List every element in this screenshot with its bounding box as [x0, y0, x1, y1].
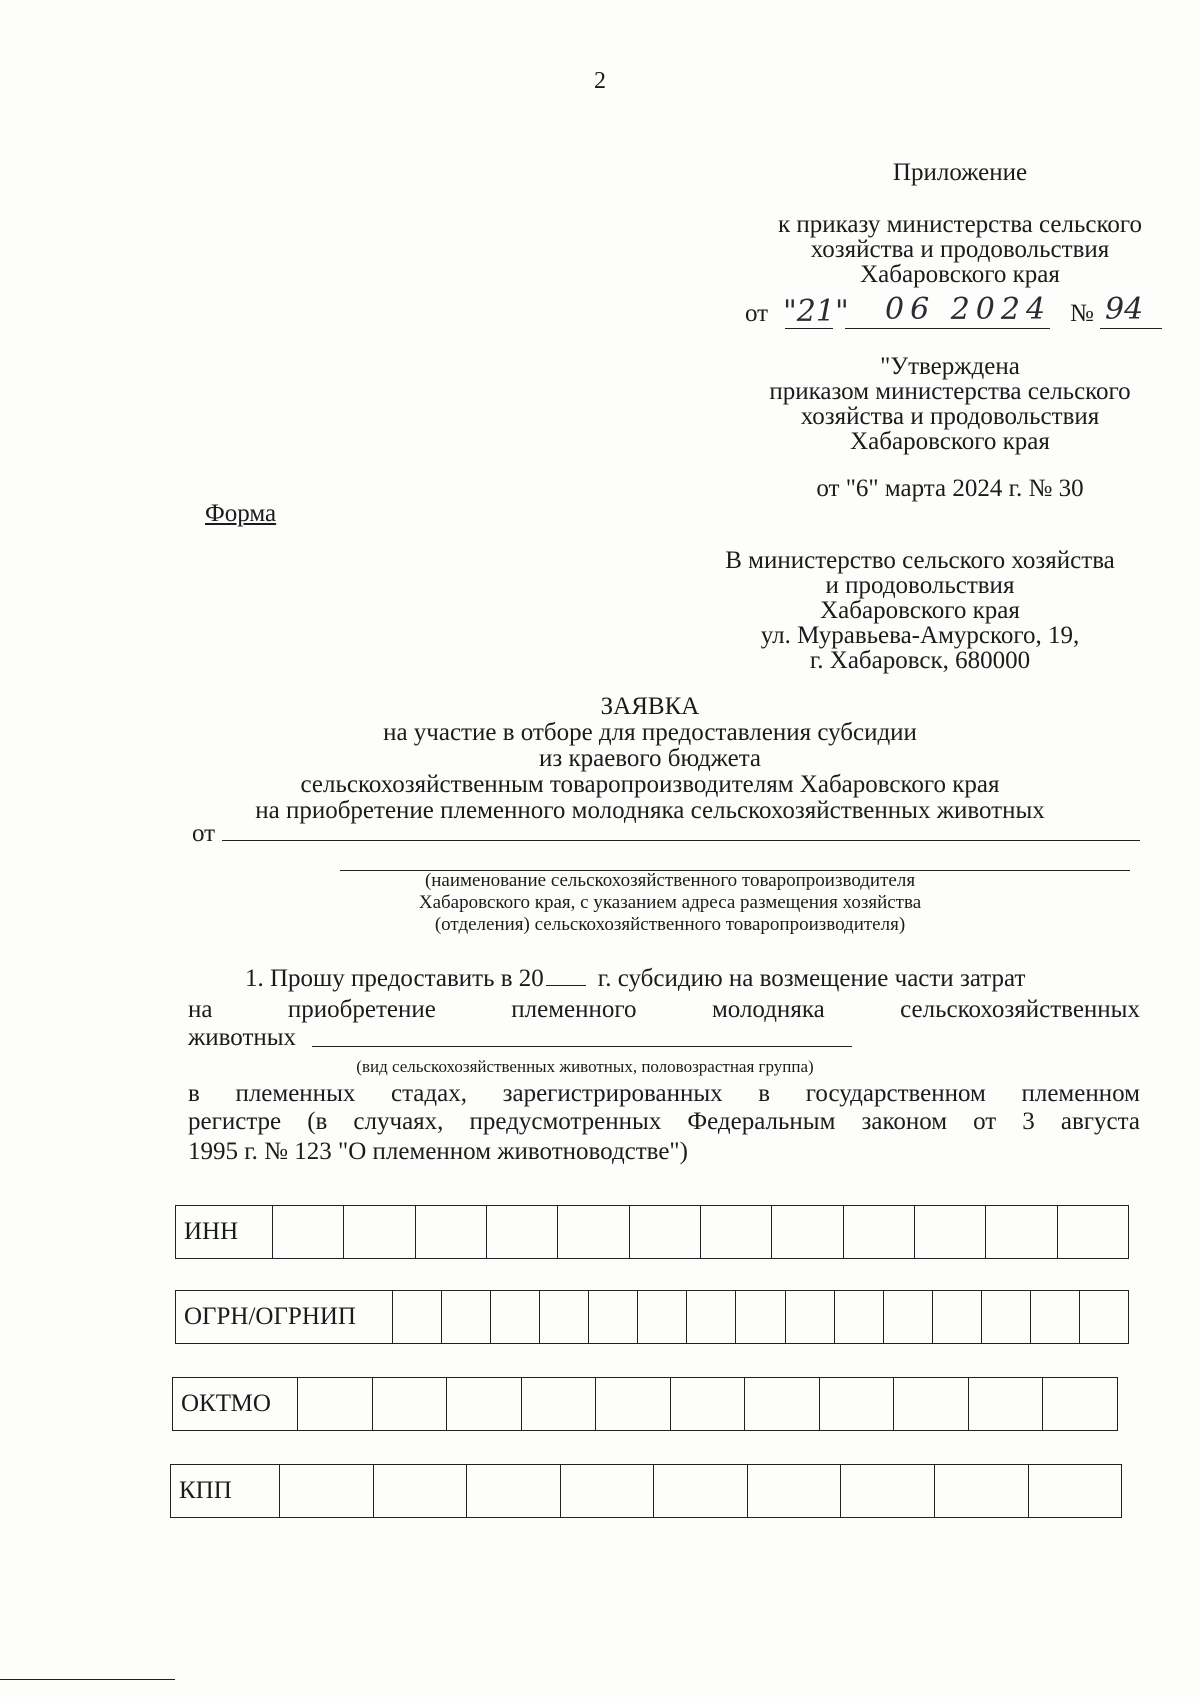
oktmo-box — [172, 1377, 1118, 1431]
appendix-line: хозяйства и продовольствия — [810, 236, 1110, 263]
word: 3 — [1022, 1108, 1035, 1135]
code-digit-cell[interactable] — [558, 1206, 629, 1258]
appendix-line: Хабаровского края — [860, 261, 1060, 288]
kpp-label: КПП — [171, 1465, 280, 1517]
date-day-line — [785, 328, 833, 329]
code-digit-cell[interactable] — [1058, 1206, 1128, 1258]
application-line: на приобретение племенного молодняка сельскохозяйственных животных — [255, 797, 1045, 824]
ogrn-box — [175, 1290, 1129, 1344]
word: августа — [1060, 1108, 1140, 1135]
page-number: 2 — [594, 68, 606, 94]
year-field[interactable] — [546, 967, 586, 986]
code-digit-cell[interactable] — [844, 1206, 915, 1258]
code-digit-cell[interactable] — [969, 1378, 1044, 1430]
word: от — [973, 1108, 997, 1135]
number-handwritten: 94 — [1105, 292, 1144, 327]
code-digit-cell[interactable] — [374, 1465, 468, 1517]
approved-date: от "6" марта 2024 г. № 30 — [816, 475, 1084, 502]
hint-line: (наименование сельскохозяйственного товаропроизводителя — [424, 870, 916, 891]
approved-line: хозяйства и продовольствия — [800, 403, 1100, 430]
code-digit-cell[interactable] — [736, 1291, 785, 1343]
code-digit-cell[interactable] — [701, 1206, 772, 1258]
code-digit-cell[interactable] — [442, 1291, 491, 1343]
date-month-year-line — [845, 328, 1050, 329]
application-line: из краевого бюджета — [538, 745, 762, 772]
from-prefix: от — [192, 820, 216, 847]
number-prefix: № — [1070, 300, 1094, 327]
paragraph-line-6: 1995 г. № 123 "О племенном животноводстве") — [188, 1138, 688, 1165]
number-line — [1100, 328, 1162, 329]
ogrn-label: ОГРН/ОГРНИП — [176, 1291, 393, 1343]
date-month-year-handwritten: 06 2024 — [885, 292, 1052, 327]
code-digit-cell[interactable] — [298, 1378, 373, 1430]
word: племенных — [235, 1080, 356, 1107]
application-line: на участие в отборе для предоставления субсидии — [383, 719, 917, 746]
code-digit-cell[interactable] — [671, 1378, 746, 1430]
animal-type-hint: (вид сельскохозяйственных животных, половозрастная группа) — [356, 1057, 814, 1076]
code-digit-cell[interactable] — [630, 1206, 701, 1258]
paragraph-line-4 — [188, 1082, 1140, 1106]
appendix-title: Приложение — [892, 159, 1028, 186]
paragraph-line-2 — [188, 998, 1140, 1022]
addressee-line: г. Хабаровск, 680000 — [809, 647, 1031, 674]
paragraph-line-5 — [188, 1110, 1140, 1134]
code-digit-cell[interactable] — [1080, 1291, 1128, 1343]
code-digit-cell[interactable] — [393, 1291, 442, 1343]
word: зарегистрированных — [502, 1080, 723, 1107]
hint-line: Хабаровского края, с указанием адреса размещения хозяйства — [418, 892, 922, 913]
approved-line: Хабаровского края — [850, 428, 1050, 455]
code-digit-cell[interactable] — [982, 1291, 1031, 1343]
code-digit-cell[interactable] — [935, 1465, 1029, 1517]
applicant-hint — [330, 870, 1010, 936]
paragraph-text: г. субсидию на возмещение части затрат — [597, 965, 1026, 992]
word: в — [758, 1080, 771, 1107]
word: стадах, — [390, 1080, 467, 1107]
word: (в — [307, 1108, 328, 1135]
approved-line: приказом министерства сельского — [769, 378, 1131, 405]
code-digit-cell[interactable] — [416, 1206, 487, 1258]
date-day-handwritten: "21" — [783, 294, 849, 329]
word: случаях, — [353, 1108, 444, 1135]
approved-line: "Утверждена — [880, 353, 1020, 380]
code-digit-cell[interactable] — [522, 1378, 597, 1430]
animal-type-field[interactable] — [312, 1046, 852, 1047]
code-digit-cell[interactable] — [772, 1206, 843, 1258]
code-digit-cell[interactable] — [344, 1206, 415, 1258]
code-digit-cell[interactable] — [589, 1291, 638, 1343]
code-digit-cell[interactable] — [491, 1291, 540, 1343]
word: государственном — [805, 1080, 986, 1107]
code-digit-cell[interactable] — [933, 1291, 982, 1343]
code-digit-cell[interactable] — [447, 1378, 522, 1430]
code-digit-cell[interactable] — [745, 1378, 820, 1430]
appendix-line: к приказу министерства сельского — [777, 211, 1142, 238]
code-digit-cell[interactable] — [1043, 1378, 1117, 1430]
addressee — [680, 548, 1160, 673]
code-digit-cell[interactable] — [373, 1378, 448, 1430]
word: молодняка — [711, 996, 825, 1023]
applicant-name-field[interactable] — [222, 840, 1140, 841]
word: племенном — [1021, 1080, 1140, 1107]
word: законом — [861, 1108, 948, 1135]
word: племенного — [511, 996, 637, 1023]
code-digit-cell[interactable] — [654, 1465, 748, 1517]
addressee-line: Хабаровского края — [820, 597, 1020, 624]
code-digit-cell[interactable] — [894, 1378, 969, 1430]
application-line: сельскохозяйственным товаропроизводителям Хабаровского края — [300, 771, 1000, 798]
hint-line: (отделения) сельскохозяйственного товаропроизводителя) — [434, 914, 906, 935]
word: сельскохозяйственных — [900, 996, 1140, 1023]
appendix-date-line — [745, 292, 1165, 338]
code-digit-cell[interactable] — [638, 1291, 687, 1343]
code-digit-cell[interactable] — [986, 1206, 1057, 1258]
code-digit-cell[interactable] — [835, 1291, 884, 1343]
code-digit-cell[interactable] — [280, 1465, 374, 1517]
application-title: ЗАЯВКА — [600, 693, 700, 720]
word: приобретение — [287, 996, 436, 1023]
inn-box — [175, 1205, 1129, 1259]
date-prefix: от — [745, 300, 769, 327]
code-digit-cell[interactable] — [561, 1465, 655, 1517]
paragraph-line-1 — [245, 965, 1025, 993]
code-digit-cell[interactable] — [748, 1465, 842, 1517]
code-digit-cell[interactable] — [1031, 1291, 1080, 1343]
kpp-box — [170, 1464, 1122, 1518]
code-digit-cell[interactable] — [687, 1291, 736, 1343]
code-digit-cell[interactable] — [273, 1206, 344, 1258]
code-digit-cell[interactable] — [540, 1291, 589, 1343]
word: Федеральным — [687, 1108, 836, 1135]
code-digit-cell[interactable] — [841, 1465, 935, 1517]
oktmo-label: ОКТМО — [173, 1378, 298, 1430]
approved-lines — [725, 354, 1175, 454]
code-digit-cell[interactable] — [467, 1465, 561, 1517]
code-digit-cell[interactable] — [884, 1291, 933, 1343]
inn-label: ИНН — [176, 1206, 273, 1258]
appendix-lines — [740, 212, 1180, 287]
word: в — [188, 1080, 200, 1107]
addressee-line: ул. Муравьева-Амурского, 19, — [760, 622, 1080, 649]
word: предусмотренных — [469, 1108, 662, 1135]
code-digit-cell[interactable] — [915, 1206, 986, 1258]
word: на — [188, 996, 213, 1023]
code-digit-cell[interactable] — [1029, 1465, 1122, 1517]
form-label: Форма — [205, 500, 277, 527]
code-digit-cell[interactable] — [786, 1291, 835, 1343]
addressee-line: и продовольствия — [825, 572, 1015, 599]
word: регистре — [188, 1108, 282, 1135]
footnote-separator — [0, 1679, 175, 1680]
paragraph-text: 1. Прошу предоставить в 20 — [245, 965, 544, 992]
paragraph-line-3: животных — [188, 1024, 297, 1051]
code-digit-cell[interactable] — [596, 1378, 671, 1430]
addressee-line: В министерство сельского хозяйства — [725, 547, 1115, 574]
code-digit-cell[interactable] — [487, 1206, 558, 1258]
application-header — [160, 694, 1140, 824]
code-digit-cell[interactable] — [820, 1378, 895, 1430]
